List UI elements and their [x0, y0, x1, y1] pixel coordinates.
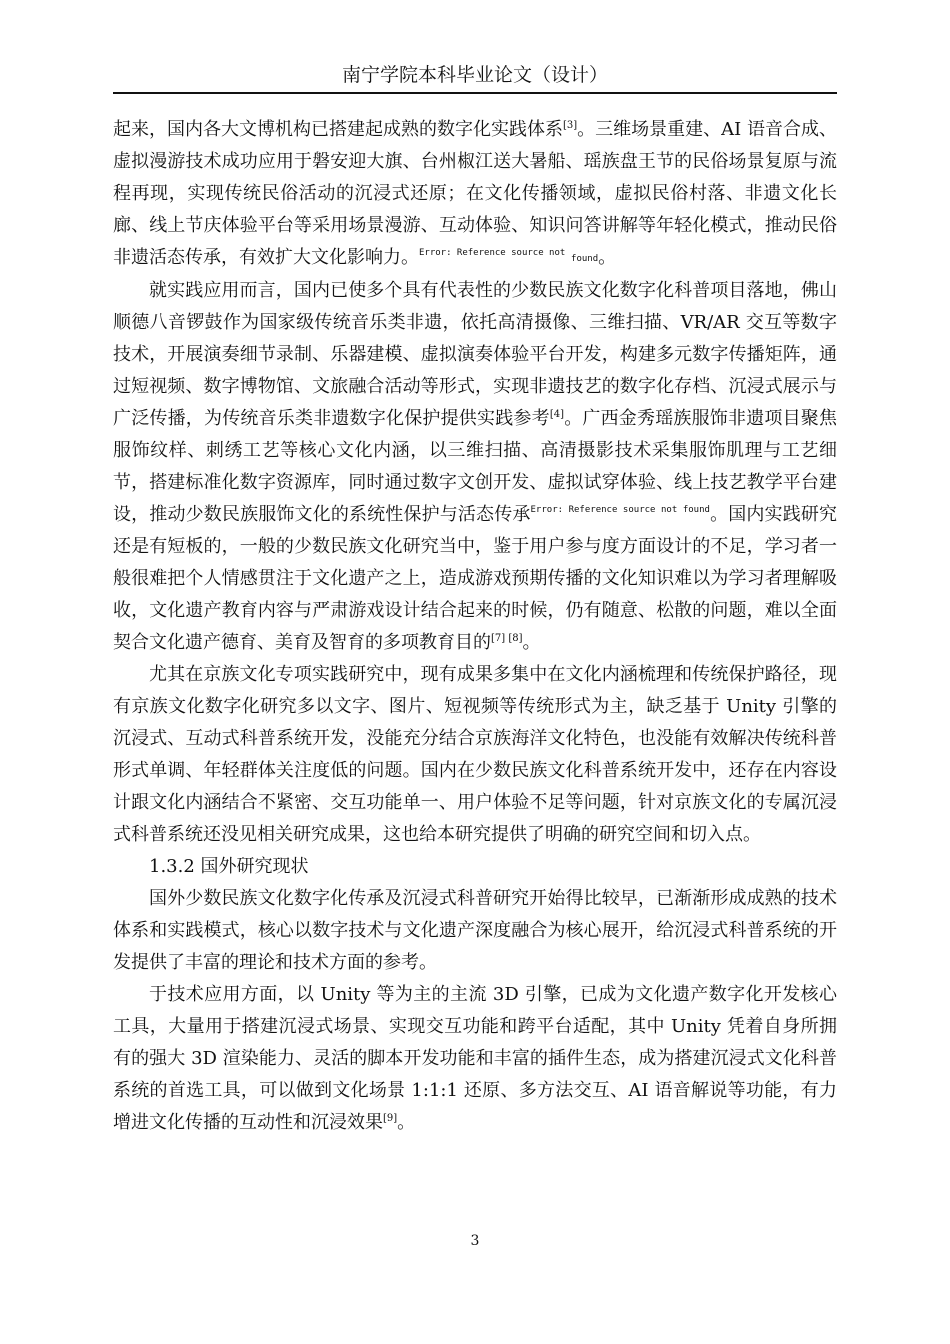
citation: [7] [8] [491, 633, 523, 644]
page-number: 3 [470, 1233, 480, 1249]
running-header: 南宁学院本科毕业论文（设计） [341, 64, 608, 86]
paragraph-text: 于技术应用方面，以 Unity 等为主的主流 3D 引擎，已成为文化遗产数字化开发核心工具，大量用于搭建沉浸式场景、实现交互功能和跨平台适配，其中 Unity 凭着自身所拥有的强大 3D 渲染能力、灵活的脚本开发功能和丰富的插件生态，成为搭建沉浸式文化科普系统的首选工具，可以做到文化场景 1:1:1 还原、多方法交互、AI 语音解说等功能，有力增进文化传播的互动性和沉浸效果 [113, 984, 837, 1133]
paragraph-text: 。广西金秀瑶族服饰非遗项目聚焦服饰纹样、刺绣工艺等核心文化内涵，以三维扫描、高清摄影技术采集服饰肌理与工艺细节，搭建标准化数字资源库，同时通过数字文创开发、虚拟试穿体验、线上技艺教学平台建设，推动少数民族服饰文化的系统性保护与活态传承 [113, 408, 838, 525]
citation: [3] [563, 120, 578, 131]
header-rule [113, 92, 837, 94]
paragraph-text: 。 [522, 632, 541, 653]
paragraph-text: 起来，国内各大文博机构已搭建起成熟的数字化实践体系 [113, 119, 563, 140]
paragraph-text: 就实践应用而言，国内已使多个具有代表性的少数民族文化数字化科普项目落地，佛山顺德八音锣鼓作为国家级传统音乐类非遗，依托高清摄像、三维扫描、VR/AR 交互等数字技术，开展演奏细节录制、乐器建模、虚拟演奏体验平台开发，构建多元数字传播矩阵，通过短视频、数字博物馆、文旅融合活动等形式，实现非遗技艺的数字化存档、沉浸式展示与广泛传播，为传统音乐类非遗数字化保护提供实践参考 [113, 280, 837, 429]
paragraph-text: 尤其在京族文化专项实践研究中，现有成果多集中在文化内涵梳理和传统保护路径，现有京族文化数字化研究多以文字、图片、短视频等传统形式为主，缺乏基于 Unity 引擎的沉浸式、互动式科普系统开发，没能充分结合京族海洋文化特色，也没能有效解决传统科普形式单调、年轻群体关注度低的问题。国内在少数民族文化科普系统开发中，还存在内容设计跟文化内涵结合不紧密、交互功能单一、用户体验不足等问题，针对京族文化的专属沉浸式科普系统还没见相关研究成果，这也给本研究提供了明确的研究空间和切入点。 [113, 664, 837, 845]
reference-error: Error: Reference source not [419, 248, 566, 258]
reference-error-continued: found [571, 254, 599, 264]
paragraph-text: 。 [397, 1112, 416, 1133]
paragraph-text: 。国内实践研究还是有短板的，一般的少数民族文化研究当中，鉴于用户参与度方面设计的不足，学习者一般很难把个人情感贯注于文化遗产之上，造成游戏预期传播的文化知识难以为学习者理解吸收，文化遗产教育内容与严肃游戏设计结合起来的时候，仍有随意、松散的问题，难以全面契合文化遗产德育、美育及智育的多项教育目的 [113, 504, 838, 653]
page-body [113, 114, 837, 1139]
paragraph-3 [113, 659, 837, 851]
citation: [4] [549, 409, 564, 420]
paragraph-2 [113, 275, 837, 659]
paragraph-4 [113, 883, 837, 979]
paragraph-1 [113, 114, 837, 275]
paragraph-5 [113, 979, 837, 1139]
citation: [9] [383, 1113, 398, 1124]
section-heading: 1.3.2 国外研究现状 [149, 856, 309, 877]
reference-error: Error: Reference source not found [530, 505, 710, 515]
paragraph-text: 国外少数民族文化数字化传承及沉浸式科普研究开始得比较早，已渐渐形成成熟的技术体系和实践模式，核心以数字技术与文化遗产深度融合为核心展开，给沉浸式科普系统的开发提供了丰富的理论和技术方面的参考。 [113, 888, 837, 973]
paragraph-text: 。三维场景重建、AI 语音合成、虚拟漫游技术成功应用于磐安迎大旗、台州椒江送大暑船、瑶族盘王节的民俗场景复原与流程再现，实现传统民俗活动的沉浸式还原；在文化传播领域，虚拟民俗村落、非遗文化长廊、线上节庆体验平台等采用场景漫游、互动体验、知识问答讲解等年轻化模式，推动民俗非遗活态传承，有效扩大文化影响力。 [113, 119, 838, 268]
paragraph-text: 。 [598, 247, 617, 268]
